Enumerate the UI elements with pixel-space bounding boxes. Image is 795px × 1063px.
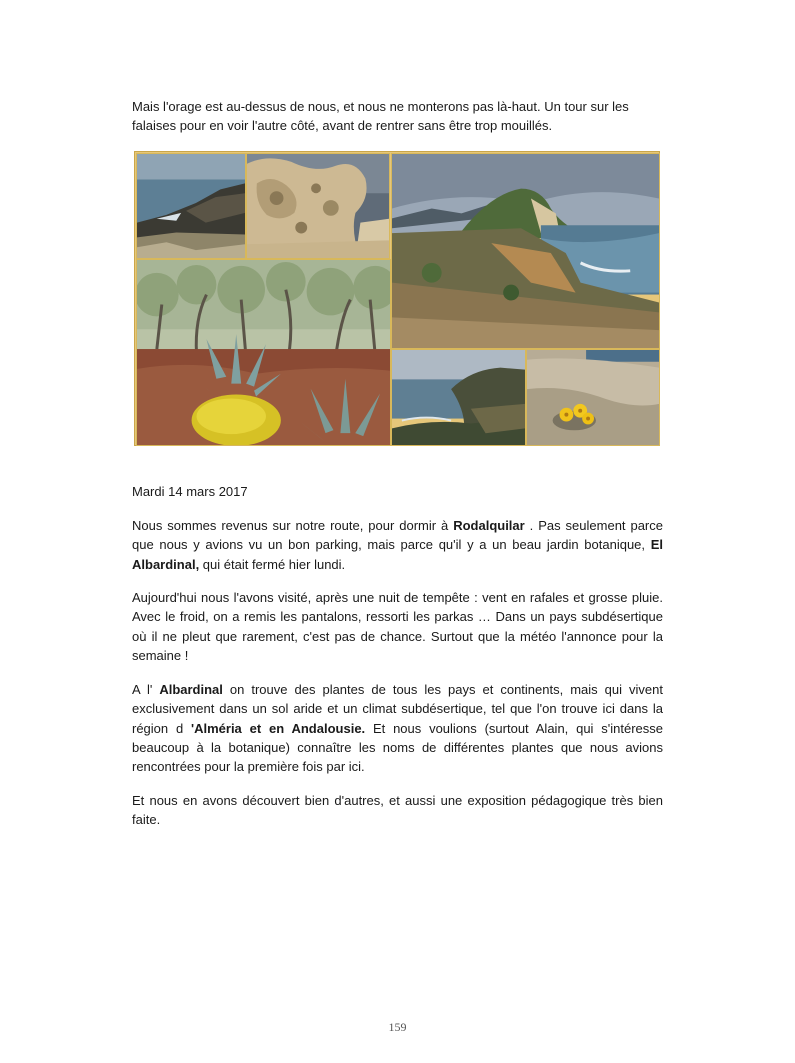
paragraph-rodalquilar: [132, 516, 663, 574]
headland-photo: [391, 153, 660, 349]
paragraph-text: Et nous voulions (surtout Alain, qui s'intéresse beaucoup à la botanique) connaître les noms de différentes plantes que nous avions rencontrées pour la première fois par ici.: [132, 720, 663, 775]
eroded-rock-photo: [246, 153, 390, 259]
paragraph-albardinal: [132, 680, 663, 776]
botanical-garden-photo: [136, 259, 391, 446]
date-heading: Mardi 14 mars 2017: [132, 484, 248, 499]
region-name: 'Alméria et en Andalousie.: [191, 720, 366, 736]
place-name: Rodalquilar: [453, 518, 525, 533]
paragraph-text: A l': [132, 682, 160, 697]
yellow-flowers-photo: [526, 349, 660, 446]
rocky-coast-photo: [391, 349, 526, 446]
garden-name: Albardinal: [159, 682, 223, 697]
sea-cliff-photo: [136, 153, 246, 259]
paragraph-text: . Pas seulement parce que nous y avions vu un bon parking, mais parce qu'il y a un beau jardin botanique,: [132, 518, 663, 553]
page-number: 159: [388, 1020, 407, 1034]
paragraph-text: qui était fermé hier lundi.: [199, 556, 346, 572]
paragraph-text: Nous sommes revenus sur notre route, pour dormir à: [132, 518, 454, 533]
paragraph-exhibition: Et nous en avons découvert bien d'autres, et aussi une exposition pédagogique très bien faite.: [132, 793, 663, 828]
intro-paragraph: Mais l'orage est au-dessus de nous, et nous ne monterons pas là-haut. Un tour sur les falaises pour en voir l'autre côté, avant de rentrer sans être trop mouillés.: [132, 99, 629, 134]
paragraph-storm: Aujourd'hui nous l'avons visité, après une nuit de tempête : vent en rafales et grosse pluie. Avec le froid, on a remis les pantalons, ressorti les parkas … Dans un pays subdésertique où il ne pleut que rarement, c'est pas de chance. Surtout que la météo l'annonce pour la semaine !: [132, 590, 663, 663]
photo-collage: [134, 151, 660, 446]
garden-name: El Albardinal,: [132, 537, 663, 572]
paragraph-text: on trouve des plantes de tous les pays et continents, mais qui vivent exclusivement dans un sol aride et un climat subdésertique, tel que l'on trouve ici dans la région d: [132, 682, 663, 736]
